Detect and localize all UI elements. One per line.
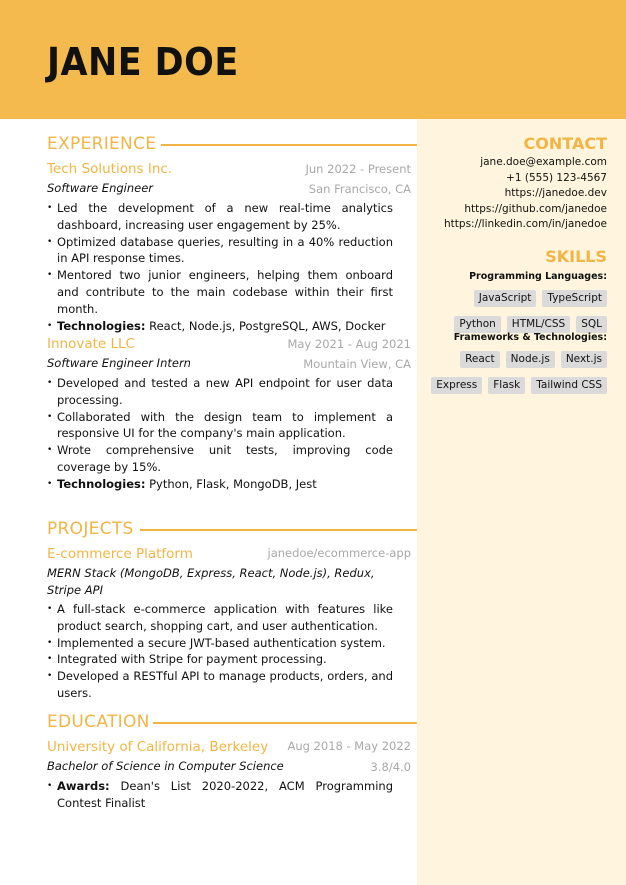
skill-chip: React bbox=[460, 351, 500, 368]
contact-linkedin[interactable]: https://linkedin.com/in/janedoe bbox=[444, 218, 607, 230]
job-bullets bbox=[47, 200, 393, 334]
contact-heading: CONTACT bbox=[523, 134, 607, 153]
list-item bbox=[47, 318, 393, 335]
contact-email[interactable]: jane.doe@example.com bbox=[480, 156, 607, 168]
job-role: Software Engineer bbox=[47, 181, 154, 195]
tech-list: Python, Flask, MongoDB, Jest bbox=[149, 476, 317, 491]
skills-heading: SKILLS bbox=[545, 247, 607, 266]
job-company: Innovate LLC bbox=[47, 336, 135, 352]
list-item: • Wrote comprehensive unit tests, improving code coverage by 15%. bbox=[47, 442, 393, 476]
education-heading: EDUCATION bbox=[47, 712, 150, 732]
sidebar bbox=[417, 119, 626, 885]
skill-chip: Tailwind CSS bbox=[531, 377, 607, 394]
skill-chip: Flask bbox=[488, 377, 525, 394]
list-item: • Mentored two junior engineers, helping them onboard and contribute to the main codebase within their first month. bbox=[47, 267, 393, 317]
awards-text: Dean's List 2020-2022, ACM Programming Contest Finalist bbox=[57, 779, 393, 810]
list-item: • Optimized database queries, resulting in a 40% reduction in API response times. bbox=[47, 234, 393, 268]
skill-chip: Node.js bbox=[506, 351, 555, 368]
projects-heading: PROJECTS bbox=[47, 519, 134, 539]
skills-frameworks-row-2 bbox=[431, 377, 607, 394]
section-divider bbox=[161, 144, 417, 146]
skill-chip: JavaScript bbox=[474, 290, 537, 307]
tech-label: Technologies: bbox=[57, 318, 146, 333]
skill-chip: HTML/CSS bbox=[507, 316, 570, 333]
skill-chip: Next.js bbox=[561, 351, 607, 368]
section-divider bbox=[153, 722, 417, 724]
job-location: San Francisco, CA bbox=[308, 182, 411, 196]
education-gpa: 3.8/4.0 bbox=[370, 760, 411, 774]
section-divider bbox=[140, 529, 417, 531]
job-dates: May 2021 - Aug 2021 bbox=[287, 337, 411, 351]
header-banner bbox=[0, 0, 626, 119]
education-degree: Bachelor of Science in Computer Science bbox=[47, 759, 284, 773]
education-school: University of California, Berkeley bbox=[47, 739, 269, 755]
tech-label: Technologies: bbox=[57, 476, 146, 491]
list-item: • Led the development of a new real-time analytics dashboard, increasing user engagement by 25%. bbox=[47, 200, 393, 234]
experience-heading: EXPERIENCE bbox=[47, 134, 157, 154]
list-item: • Integrated with Stripe for payment processing. bbox=[47, 651, 393, 668]
job-dates: Jun 2022 - Present bbox=[305, 162, 411, 176]
job-bullets bbox=[47, 375, 393, 493]
skill-chip: Express bbox=[431, 377, 482, 394]
skills-frameworks-label: Frameworks & Technologies: bbox=[453, 332, 607, 343]
skill-chip: Python bbox=[454, 316, 500, 333]
education-dates: Aug 2018 - May 2022 bbox=[287, 739, 411, 753]
job-role: Software Engineer Intern bbox=[47, 356, 191, 370]
skills-frameworks-row-1 bbox=[460, 351, 607, 368]
project-stack: MERN Stack (MongoDB, Express, React, Node.js), Redux, Stripe API bbox=[47, 566, 375, 597]
contact-github[interactable]: https://github.com/janedoe bbox=[464, 203, 607, 215]
list-item: • Developed a RESTful API to manage products, orders, and users. bbox=[47, 668, 393, 702]
job-company: Tech Solutions Inc. bbox=[47, 161, 173, 177]
job-location: Mountain View, CA bbox=[303, 357, 411, 371]
skills-languages-row-1 bbox=[474, 290, 607, 307]
skills-languages-label: Programming Languages: bbox=[469, 271, 607, 282]
project-title: E-commerce Platform bbox=[47, 546, 193, 562]
skill-chip: TypeScript bbox=[542, 290, 607, 307]
contact-website[interactable]: https://janedoe.dev bbox=[504, 187, 607, 199]
contact-phone[interactable]: +1 (555) 123-4567 bbox=[506, 172, 607, 184]
skill-chip: SQL bbox=[576, 316, 607, 333]
candidate-name: JANE DOE bbox=[47, 40, 239, 84]
list-item: • Collaborated with the design team to implement a responsive UI for the company's main application. bbox=[47, 409, 393, 443]
list-item: • Developed and tested a new API endpoint for user data processing. bbox=[47, 375, 393, 409]
list-item bbox=[47, 476, 393, 493]
tech-list: React, Node.js, PostgreSQL, AWS, Docker bbox=[149, 318, 386, 333]
list-item: • Implemented a secure JWT-based authentication system. bbox=[47, 635, 393, 652]
awards-label: Awards: bbox=[57, 779, 110, 793]
project-repo[interactable]: janedoe/ecommerce-app bbox=[267, 546, 411, 560]
education-bullets bbox=[47, 778, 393, 812]
project-bullets bbox=[47, 601, 393, 702]
list-item bbox=[47, 778, 393, 812]
list-item: • A full-stack e-commerce application with features like product search, shopping cart, and user authentication. bbox=[47, 601, 393, 635]
